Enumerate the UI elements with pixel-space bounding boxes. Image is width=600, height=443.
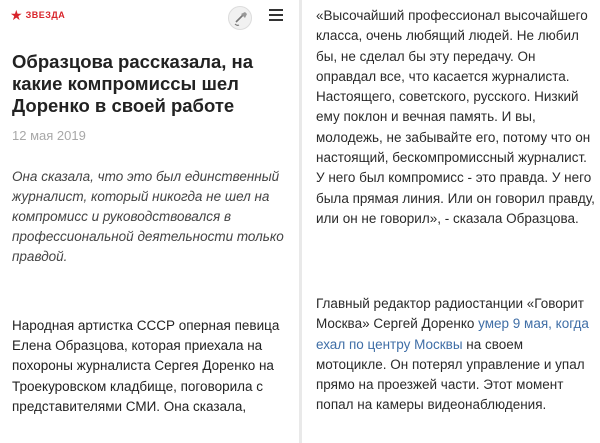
- article-date: 12 мая 2019: [12, 128, 86, 143]
- body-prefix: Главный редактор радиостанции «Говорит Москва» Сергей Доренко: [316, 296, 584, 332]
- body-paragraph: [316, 294, 596, 416]
- article-lead: Она сказала, что это был единственный журналист, который никогда не шел на компромисс и руководствовался в профессиональной деятельности только правдой.: [12, 169, 284, 264]
- logo-text: ЗВЕЗДА: [25, 10, 66, 20]
- site-header: [0, 0, 300, 36]
- satellite-button[interactable]: [228, 6, 252, 30]
- body-suffix: на своем мотоцикле. Он потерял управление и упал прямо на проезжей части. Этот момент попал на камеры видеонаблюдения.: [316, 336, 585, 413]
- satellite-icon: [229, 7, 253, 31]
- hamburger-menu-icon[interactable]: [269, 9, 285, 25]
- zvezda-logo[interactable]: [10, 8, 65, 22]
- quote-paragraph: «Высочайший профессионал высочайшего класса, очень любящий людей. Не любил бы, не сделал бы эту передачу. Он оправдал все, что касается журналиста. Настоящего, советского, русского. Низкий ему поклон и вечная память. И вы, молодежь, не забывайте его, потому что он настоящий, бескомпромиссный журналист. У него был компромисс - это правда. У него была прямая линия. Или он говорил правду, или он не говорил», - сказала Образцова.: [316, 8, 595, 226]
- article-link[interactable]: умер 9 мая, когда ехал по центру Москвы: [316, 316, 589, 352]
- right-screenshot: [302, 0, 600, 443]
- article-body-paragraph: Народная артистка СССР оперная певица Елена Образцова, которая приехала на похороны журналиста Сергея Доренко на Троекуровском кладбище, поговорила с представителями СМИ. Она сказала,: [12, 318, 280, 414]
- star-logo-icon: ★: [10, 7, 23, 23]
- article-title: Образцова рассказала, на какие компромиссы шел Доренко в своей работе: [12, 51, 254, 116]
